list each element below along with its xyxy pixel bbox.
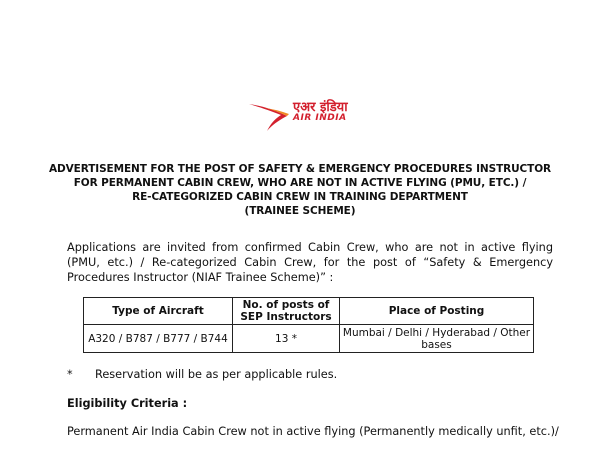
table-header-row: [84, 298, 534, 325]
heading-line: (TRAINEE SCHEME): [244, 205, 356, 217]
logo-english-text: AIR INDIA: [293, 113, 347, 123]
table-cell: A320 / B787 / B777 / B744: [84, 325, 233, 353]
heading-line: FOR PERMANENT CABIN CREW, WHO ARE NOT IN ACTIVE FLYING (PMU, ETC.) /: [73, 177, 527, 189]
column-header: No. of posts of SEP Instructors: [233, 298, 340, 325]
reservation-note: [67, 368, 337, 381]
column-header: Type of Aircraft: [84, 298, 233, 325]
heading-line: ADVERTISEMENT FOR THE POST OF SAFETY & EMERGENCY PROCEDURES INSTRUCTOR: [48, 163, 552, 175]
note-marker: *: [67, 368, 73, 381]
column-header: Place of Posting: [340, 298, 534, 325]
advertisement-heading: [40, 162, 560, 218]
air-india-logo: [245, 96, 385, 132]
posts-table: [83, 297, 534, 353]
note-text: Reservation will be as per applicable rules.: [95, 368, 338, 381]
intro-paragraph: Applications are invited from confirmed Cabin Crew, who are not in active flying (PMU, etc.) / Re-categorized Cabin Crew, for the post of “Safety & Emergency Procedures Instructor (NIAF Trainee Scheme)” :: [67, 241, 553, 284]
eligibility-title: Eligibility Criteria :: [67, 397, 188, 410]
heading-line: RE-CATEGORIZED CABIN CREW IN TRAINING DEPARTMENT: [132, 191, 468, 203]
logo-hindi-text: एअर इंडिया: [293, 100, 348, 115]
table-cell: 13 *: [233, 325, 340, 353]
table-cell: Mumbai / Delhi / Hyderabad / Other bases: [340, 325, 534, 353]
eligibility-text: Permanent Air India Cabin Crew not in active flying (Permanently medically unfit, etc.)/: [67, 425, 559, 438]
table-row: [84, 325, 534, 353]
